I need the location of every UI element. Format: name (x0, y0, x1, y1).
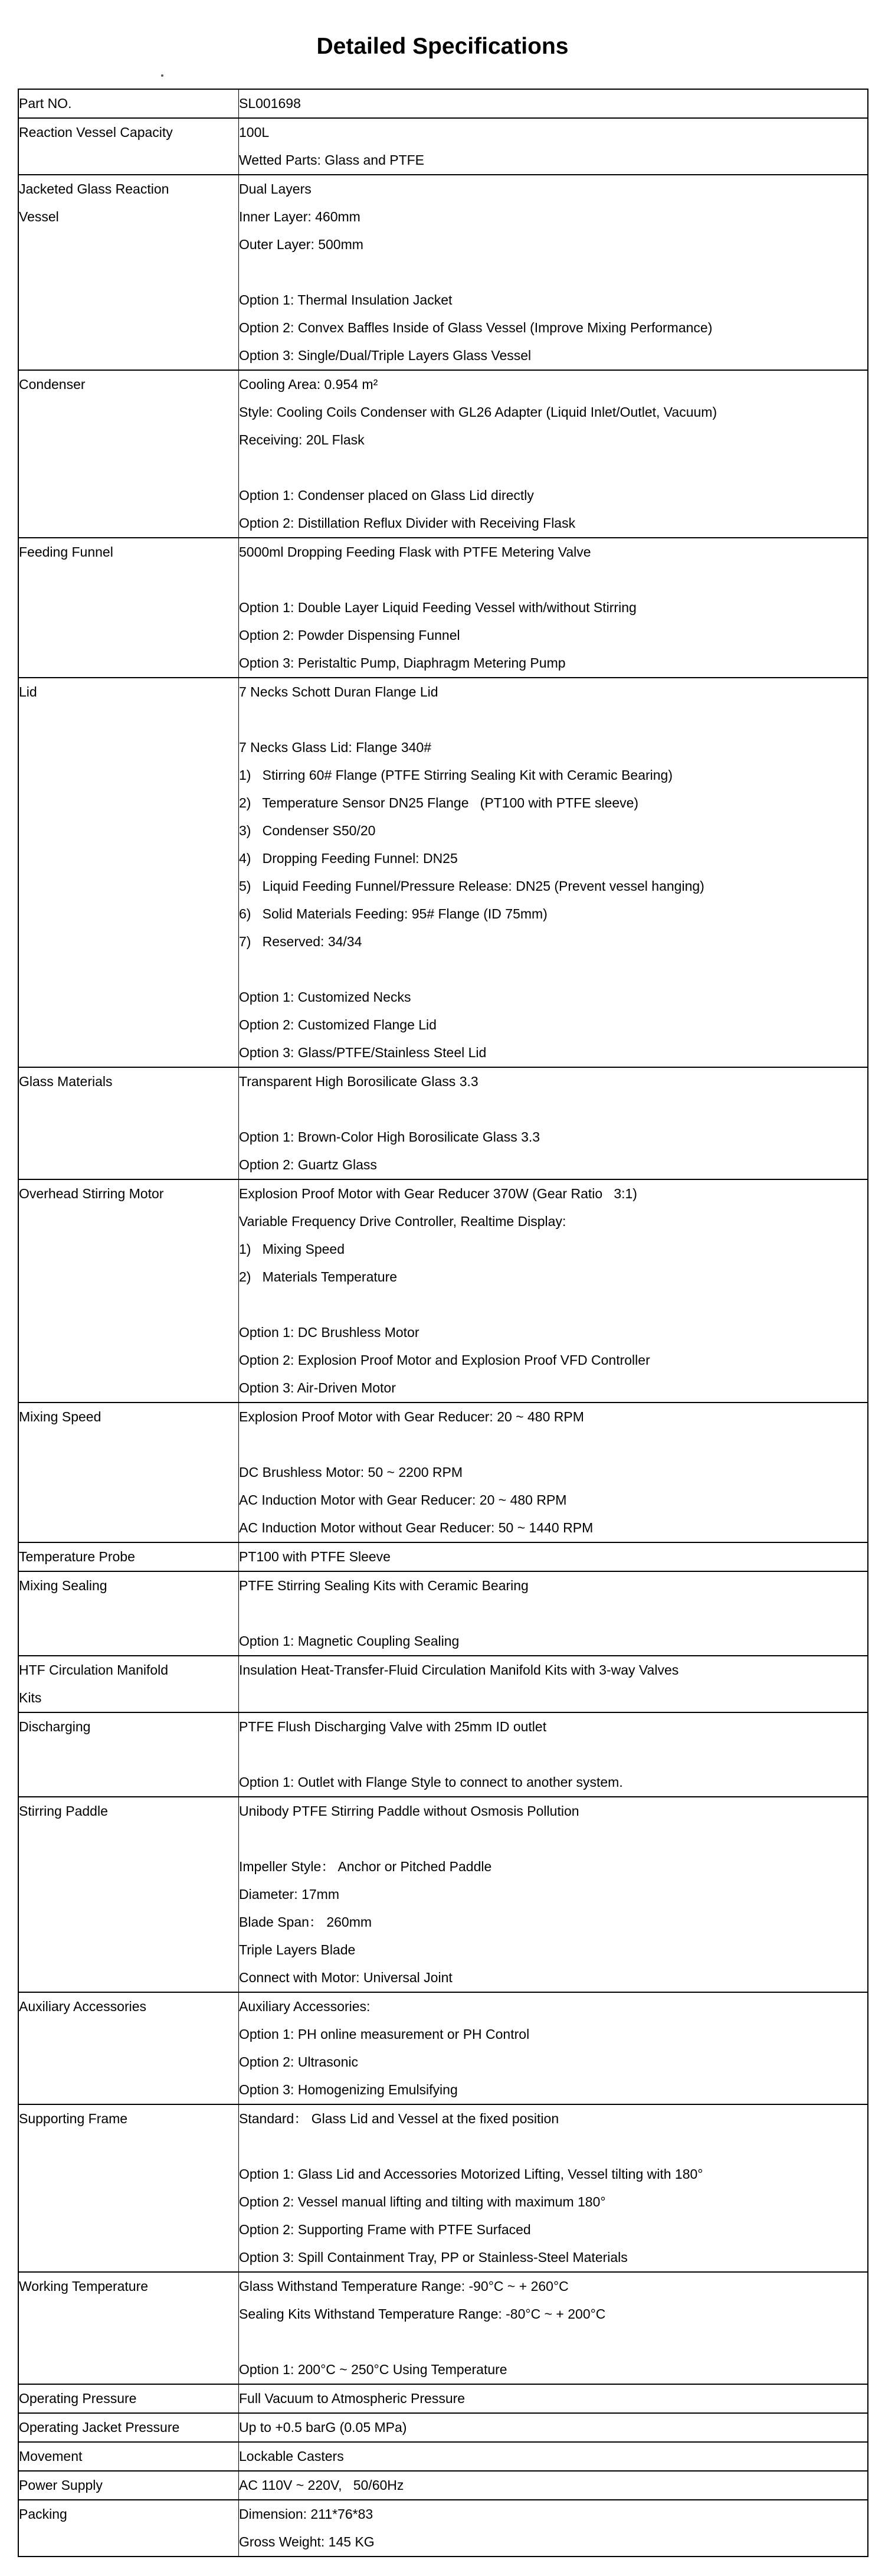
spec-value-line: AC 110V ~ 220V, 50/60Hz (239, 2477, 404, 2493)
spec-value-line: 7 Necks Glass Lid: Flange 340# (239, 740, 432, 755)
spec-label-line: Vessel (19, 209, 59, 224)
spec-value-line: Explosion Proof Motor with Gear Reducer 370W (Gear Ratio 3:1) (239, 1186, 637, 1201)
spec-value-line: Explosion Proof Motor with Gear Reducer: 20 ~ 480 RPM (239, 1409, 584, 1424)
spec-value-line (239, 2133, 867, 2160)
spec-value-line (239, 454, 867, 482)
spec-value-line: AC Induction Motor with Gear Reducer: 20 ~ 480 RPM (239, 1492, 567, 1508)
spec-label-cell (18, 175, 239, 370)
spec-value-line: 7) Reserved: 34/34 (239, 934, 362, 949)
spec-value-line: 7 Necks Schott Duran Flange Lid (239, 684, 438, 699)
table-row (18, 1656, 868, 1712)
spec-value-line: Option 1: Outlet with Flange Style to connect to another system. (239, 1774, 623, 1790)
spec-label-line: Mixing Sealing (19, 1578, 107, 1593)
table-row (18, 1403, 868, 1542)
table-row (18, 2104, 868, 2272)
spec-label-line: HTF Circulation Manifold (19, 1662, 169, 1678)
spec-label-cell (18, 370, 239, 538)
table-row (18, 1067, 868, 1179)
table-row (18, 370, 868, 538)
spec-value-line: SL001698 (239, 96, 301, 111)
spec-label-cell (18, 118, 239, 175)
spec-value-line: Option 2: Vessel manual lifting and tilting with maximum 180° (239, 2194, 606, 2209)
table-row (18, 2272, 868, 2384)
spec-label-line: Part NO. (19, 96, 72, 111)
specifications-table-body (18, 89, 868, 2557)
spec-value-cell (239, 1992, 868, 2104)
spec-value-line: Blade Span： 260mm (239, 1914, 372, 1930)
spec-value-cell (239, 370, 868, 538)
spec-label-cell (18, 2413, 239, 2442)
spec-value-line: PTFE Stirring Sealing Kits with Ceramic Bearing (239, 1578, 529, 1593)
spec-value-cell (239, 2442, 868, 2471)
spec-value-line: 2) Temperature Sensor DN25 Flange (PT100 with PTFE sleeve) (239, 795, 639, 810)
spec-value-line (239, 566, 867, 594)
spec-label-cell (18, 2272, 239, 2384)
spec-label-line: Kits (19, 1690, 42, 1705)
spec-label-line: Supporting Frame (19, 2111, 128, 2126)
spec-value-cell (239, 89, 868, 118)
spec-label-cell (18, 2471, 239, 2500)
spec-value-line: Option 3: Spill Containment Tray, PP or Stainless-Steel Materials (239, 2250, 628, 2265)
spec-value-line: Option 1: Customized Necks (239, 989, 411, 1005)
spec-value-line: PTFE Flush Discharging Valve with 25mm ID outlet (239, 1719, 547, 1734)
spec-value-line: Option 2: Guartz Glass (239, 1157, 377, 1172)
spec-label-cell (18, 1992, 239, 2104)
spec-value-cell (239, 1656, 868, 1712)
spec-value-line: Option 3: Peristaltic Pump, Diaphragm Metering Pump (239, 655, 566, 671)
spec-value-line: Option 1: Brown-Color High Borosilicate Glass 3.3 (239, 1129, 540, 1145)
spec-value-line: 3) Condenser S50/20 (239, 823, 376, 838)
spec-value-line: Wetted Parts: Glass and PTFE (239, 152, 425, 168)
spec-value-line (239, 259, 867, 286)
spec-label-cell (18, 1179, 239, 1403)
spec-value-line (239, 1096, 867, 1123)
spec-value-line (239, 1291, 867, 1319)
spec-label-cell (18, 1571, 239, 1656)
spec-value-cell (239, 118, 868, 175)
spec-value-cell (239, 1403, 868, 1542)
spec-label-line: Working Temperature (19, 2278, 149, 2294)
spec-value-cell (239, 1712, 868, 1797)
spec-label-line: Overhead Stirring Motor (19, 1186, 164, 1201)
spec-value-line: 6) Solid Materials Feeding: 95# Flange (ID 75mm) (239, 906, 548, 921)
spec-label-line: Discharging (19, 1719, 91, 1734)
table-row (18, 2413, 868, 2442)
spec-label-line: Temperature Probe (19, 1549, 135, 1564)
spec-value-line: Triple Layers Blade (239, 1942, 356, 1957)
table-row (18, 538, 868, 678)
spec-value-line: Sealing Kits Withstand Temperature Range: -80°C ~ + 200°C (239, 2306, 606, 2322)
spec-value-cell (239, 2104, 868, 2272)
spec-value-line: Option 1: Thermal Insulation Jacket (239, 292, 453, 308)
spec-label-line: Lid (19, 684, 37, 699)
page-title: Detailed Specifications (316, 34, 569, 59)
spec-value-line: Diameter: 17mm (239, 1887, 339, 1902)
spec-value-line: Up to +0.5 barG (0.05 MPa) (239, 2420, 407, 2435)
spec-value-line: DC Brushless Motor: 50 ~ 2200 RPM (239, 1464, 463, 1480)
table-row (18, 175, 868, 370)
spec-value-cell (239, 2272, 868, 2384)
spec-value-line: Inner Layer: 460mm (239, 209, 360, 224)
spec-value-line: PT100 with PTFE Sleeve (239, 1549, 391, 1564)
spec-label-line: Mixing Speed (19, 1409, 101, 1424)
spec-label-cell (18, 2500, 239, 2557)
specifications-table (18, 89, 868, 2557)
spec-value-line: AC Induction Motor without Gear Reducer: 50 ~ 1440 RPM (239, 1520, 594, 1535)
table-row (18, 89, 868, 118)
spec-value-cell (239, 175, 868, 370)
table-row (18, 2442, 868, 2471)
table-row (18, 2471, 868, 2500)
spec-value-line: Standard： Glass Lid and Vessel at the fixed position (239, 2111, 559, 2126)
spec-value-line: 1) Mixing Speed (239, 1241, 345, 1257)
spec-label-cell (18, 1656, 239, 1712)
spec-value-line: Option 1: Condenser placed on Glass Lid directly (239, 488, 534, 503)
spec-value-cell (239, 2500, 868, 2557)
spec-value-cell (239, 1571, 868, 1656)
spec-value-line: 5) Liquid Feeding Funnel/Pressure Release: DN25 (Prevent vessel hanging) (239, 878, 704, 894)
spec-value-line: 4) Dropping Feeding Funnel: DN25 (239, 851, 458, 866)
spec-value-line (239, 706, 867, 734)
spec-value-line: Option 1: DC Brushless Motor (239, 1325, 419, 1340)
spec-value-line: Unibody PTFE Stirring Paddle without Osmosis Pollution (239, 1803, 579, 1819)
spec-value-line: Option 2: Convex Baffles Inside of Glass Vessel (Improve Mixing Performance) (239, 320, 713, 335)
spec-value-line: Option 3: Glass/PTFE/Stainless Steel Lid (239, 1045, 487, 1060)
spec-value-line: Dual Layers (239, 181, 312, 197)
spec-value-line: Option 2: Distillation Reflux Divider with Receiving Flask (239, 515, 576, 531)
spec-value-cell (239, 1542, 868, 1571)
spec-label-line: Operating Jacket Pressure (19, 2420, 180, 2435)
spec-value-line: Option 3: Air-Driven Motor (239, 1380, 396, 1395)
spec-label-line: Operating Pressure (19, 2391, 137, 2406)
spec-value-line: Option 2: Supporting Frame with PTFE Surfaced (239, 2222, 531, 2237)
spec-label-cell (18, 1067, 239, 1179)
spec-label-line: Condenser (19, 377, 86, 392)
spec-value-line: Receiving: 20L Flask (239, 432, 365, 447)
spec-value-line (239, 956, 867, 983)
spec-value-line (239, 1825, 867, 1853)
spec-value-line: Option 3: Single/Dual/Triple Layers Glass Vessel (239, 348, 532, 363)
spec-value-line: Option 2: Powder Dispensing Funnel (239, 627, 460, 643)
spec-label-cell (18, 678, 239, 1067)
spec-value-line (239, 1741, 867, 1768)
spec-label-line: Reaction Vessel Capacity (19, 125, 173, 140)
spec-value-line: Option 1: 200°C ~ 250°C Using Temperature (239, 2362, 507, 2377)
spec-value-cell (239, 2413, 868, 2442)
spec-value-line (239, 2328, 867, 2356)
table-row (18, 1571, 868, 1656)
spec-label-line: Glass Materials (19, 1074, 113, 1089)
spec-label-line: Jacketed Glass Reaction (19, 181, 169, 197)
spec-value-line: Insulation Heat-Transfer-Fluid Circulation Manifold Kits with 3-way Valves (239, 1662, 679, 1678)
spec-label-cell (18, 1797, 239, 1992)
spec-value-line: Option 1: Magnetic Coupling Sealing (239, 1633, 460, 1649)
spec-label-cell (18, 89, 239, 118)
spec-value-line: Outer Layer: 500mm (239, 237, 363, 252)
spec-label-cell (18, 2442, 239, 2471)
spec-value-line: Option 2: Explosion Proof Motor and Explosion Proof VFD Controller (239, 1352, 650, 1368)
spec-value-line (239, 1600, 867, 1627)
table-row (18, 1797, 868, 1992)
table-row (18, 678, 868, 1067)
spec-value-line: Dimension: 211*76*83 (239, 2506, 373, 2522)
table-row (18, 1542, 868, 1571)
spec-value-line: 1) Stirring 60# Flange (PTFE Stirring Sealing Kit with Ceramic Bearing) (239, 767, 673, 783)
spec-value-line: Style: Cooling Coils Condenser with GL26 Adapter (Liquid Inlet/Outlet, Vacuum) (239, 404, 717, 420)
spec-value-line: Glass Withstand Temperature Range: -90°C ~ + 260°C (239, 2278, 569, 2294)
spec-value-line: Option 2: Ultrasonic (239, 2054, 358, 2070)
spec-value-line: Option 1: Double Layer Liquid Feeding Vessel with/without Stirring (239, 600, 637, 615)
spec-label-cell (18, 1712, 239, 1797)
spec-value-line: Transparent High Borosilicate Glass 3.3 (239, 1074, 478, 1089)
spec-value-line: Lockable Casters (239, 2448, 344, 2464)
table-row (18, 1992, 868, 2104)
spec-label-line: Movement (19, 2448, 83, 2464)
spec-value-line: Option 1: PH online measurement or PH Control (239, 2026, 530, 2042)
table-row (18, 118, 868, 175)
spec-value-line: Option 3: Homogenizing Emulsifying (239, 2082, 458, 2097)
spec-value-cell (239, 1179, 868, 1403)
spec-value-line: Option 2: Customized Flange Lid (239, 1017, 437, 1032)
spec-value-cell (239, 1067, 868, 1179)
spec-value-cell (239, 2384, 868, 2413)
spec-label-cell (18, 1542, 239, 1571)
spec-value-line: Variable Frequency Drive Controller, Realtime Display: (239, 1214, 566, 1229)
table-row (18, 1712, 868, 1797)
spec-value-cell (239, 678, 868, 1067)
spec-label-cell (18, 538, 239, 678)
spec-value-line: 5000ml Dropping Feeding Flask with PTFE Metering Valve (239, 544, 591, 560)
table-row (18, 2384, 868, 2413)
spec-value-cell (239, 2471, 868, 2500)
spec-value-line: Option 1: Glass Lid and Accessories Motorized Lifting, Vessel tilting with 180° (239, 2166, 703, 2182)
spec-value-line: 2) Materials Temperature (239, 1269, 398, 1284)
spec-value-line: Connect with Motor: Universal Joint (239, 1970, 453, 1985)
spec-value-line: 100L (239, 125, 270, 140)
stray-dot (161, 74, 163, 77)
spec-label-line: Packing (19, 2506, 67, 2522)
table-row (18, 2500, 868, 2557)
spec-value-line (239, 1431, 867, 1459)
spec-label-cell (18, 2104, 239, 2272)
spec-label-cell (18, 2384, 239, 2413)
spec-value-cell (239, 538, 868, 678)
spec-label-line: Stirring Paddle (19, 1803, 108, 1819)
spec-value-cell (239, 1797, 868, 1992)
spec-value-line: Gross Weight: 145 KG (239, 2534, 375, 2549)
spec-value-line: Full Vacuum to Atmospheric Pressure (239, 2391, 466, 2406)
table-row (18, 1179, 868, 1403)
spec-label-line: Feeding Funnel (19, 544, 113, 560)
spec-value-line: Auxiliary Accessories: (239, 1999, 371, 2014)
spec-value-line: Cooling Area: 0.954 m² (239, 377, 378, 392)
spec-value-line: Impeller Style： Anchor or Pitched Paddle (239, 1859, 492, 1874)
spec-label-line: Power Supply (19, 2477, 103, 2493)
spec-label-line: Auxiliary Accessories (19, 1999, 147, 2014)
spec-label-cell (18, 1403, 239, 1542)
